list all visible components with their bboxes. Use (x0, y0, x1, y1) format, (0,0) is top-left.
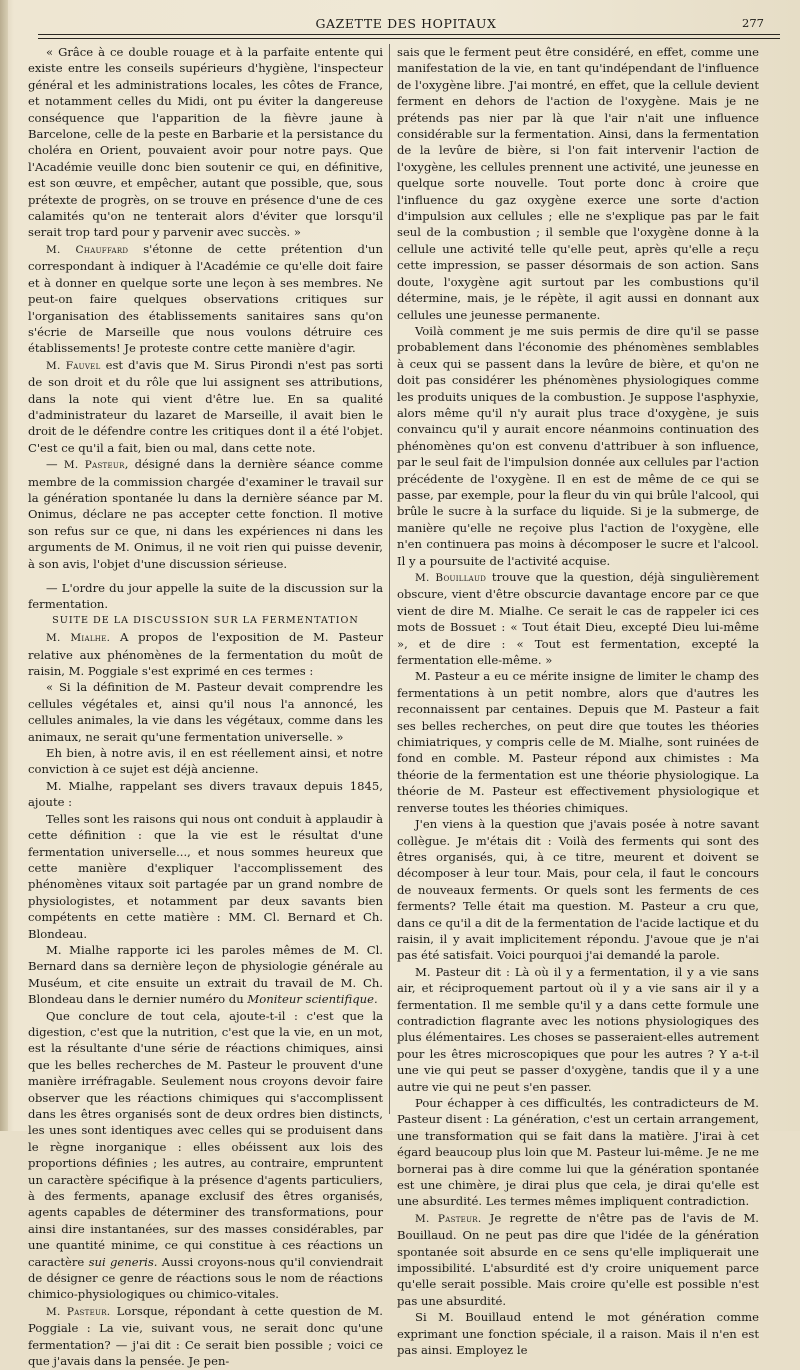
speaker-name: M. Pasteur. (415, 1212, 482, 1225)
paragraph: M. Bouillaud trouve que la question, déjà singulièrement obscure, vient d'être obscurcie davantage encore par ce que vient de dire M. Mialhe. Ce serait le cas de rappeler ici ces mots de Bossuet : « Tout était Dieu, excepté Dieu lui-même », et de dire : « Tout est fermentation, excepté la fermentation elle-même. » (397, 570, 759, 668)
paragraph: Que conclure de tout cela, ajoute-t-il : c'est que la digestion, c'est que la nutrition, c'est que la vie, en un mot, est la résultante d'une série de réactions chimiques, ainsi que les belles recherches de M. Pasteur le prouvent d'une manière irréfragable. Seulement nous croyons devoir faire observer que les réactions chimiques qui s'accomplissent dans les êtres organisés sont de deux ordres bien distincts, les unes sont identiques avec celles qui se produisent dans le règne inorganique : elles obéissent aux lois des proportions définies ; les autres, au contraire, empruntent un caractère spécifique à la présence d'agents particuliers, à des ferments, apanage exclusif des êtres organisés, agents capables de déterminer des transformations, pour ainsi dire instantanées, sur des masses considérables, par une quantité minime, ce qui constitue à ces réactions un caractère sui generis. Aussi croyons-nous qu'il conviendrait de désigner ce genre de réactions sous le nom de réactions chimico-physiologiques ou chimico-vitales. (28, 1008, 384, 1302)
latin-term: sui generis. (88, 1254, 158, 1269)
section-heading: SUITE DE LA DISCUSSION SUR LA FERMENTATION (52, 614, 359, 626)
paragraph: sais que le ferment peut être considéré, en effet, comme une manifestation de la vie, en tant qu'indépendant de l'influence de l'oxygène libre. J'ai montré, en effet, que la cellule devient ferment en dehors de l'action de l'oxygène. Mais je ne prétends pas nier par là que l'air n'ait une influence considérable sur la fermentation. Ainsi, dans la fermentation de la levûre de bière, si l'on fait intervenir l'action de l'oxygène, les cellules prennent une activité, une jeunesse en quelque sorte nouvelle. Tout porte donc à croire que l'influence du gaz oxygène exerce une sorte d'action d'impulsion aux cellules ; elle ne s'explique pas par le fait seul de la combustion ; il semble que l'oxygène donne à la cellule une activité telle qu'elle peut, après qu'elle a reçu cette impression, se passer désormais de son action. Sans doute, l'oxygène agit surtout par les combustions qu'il détermine, mais, je le répète, il agit aussi en donnant aux cellules une jeunesse permanente. (397, 45, 759, 322)
paragraph: M. Pasteur a eu ce mérite insigne de limiter le champ des fermentations à un petit nombre, alors que d'autres les reconnaissent par centaines. Depuis que M. Pasteur a fait ses belles recherches, on peut dire que toutes les théories chimiatriques, y compris celle de M. Mialhe, sont ruinées de fond en comble. M. Pasteur répond aux chimistes : Ma théorie de la fermentation est une théorie physiologique. La théorie de M. Pasteur est effectivement physiologique et renverse toutes les théories chimiques. (397, 669, 759, 815)
paragraph: « Grâce à ce double rouage et à la parfaite entente qui existe entre les conseils supérieurs d'hygiène, l'inspecteur général et les administrations locales, les côtes de France, et notamment celles du Midi, ont pu éviter la dangereuse conséquence que l'apparition de la fièvre jaune à Barcelone, celle de la peste en Barbarie et la persistance du choléra en Orient, pouvaient avoir pour notre pays. Que l'Académie veuille donc bien soutenir ce qui, en définitive, est son œuvre, et empêcher, autant que possible, que, sous prétexte de progrès, on se trouve en présence d'une de ces calamités qu'on ne tenterait alors d'éviter que lorsqu'il serait trop tard pour y parvenir avec succès. » (28, 45, 383, 240)
column-divider (389, 44, 390, 1114)
journal-title: GAZETTE DES HOPITAUX (315, 16, 497, 31)
paragraph: M. Chauffard s'étonne de cette prétention d'un correspondant à indiquer à l'Académie ce qu'elle doit faire et à donner en quelque sorte une leçon à ses membres. Ne peut-on faire quelques observations critiques sur l'organisation des établissements sanitaires sans qu'on s'écrie de Marseille que nous voulons détruire ces établissements! Je proteste contre cette manière d'agir. (28, 241, 383, 356)
journal-reference: Moniteur scientifique. (247, 992, 378, 1007)
paragraph: M. Mialhe rapporte ici les paroles mêmes de M. Cl. Bernard dans sa dernière leçon de physiologie générale au Muséum, et cite ensuite un extrait du travail de M. Ch. Blondeau dans le dernier numéro du Moniteur scientifique. (28, 942, 383, 1007)
speaker-name: M. Fauvel (46, 359, 101, 372)
page-number: 277 (742, 16, 764, 30)
paragraph: Si M. Bouillaud entend le mot génération comme exprimant une fonction spéciale, il a raison. Mais il n'en est pas ainsi. Employez le (397, 1310, 759, 1358)
paragraph: M. Pasteur. Lorsque, répondant à cette question de M. Poggiale : La vie, suivant vous, ne serait donc qu'une fermentation? — j'ai dit : Ce serait bien possible ; voici ce que j'avais dans la pensée. Je pen- (28, 1303, 383, 1369)
speaker-name: M. Chauffard (46, 243, 129, 256)
right-column (397, 44, 759, 1358)
paragraph: M. Pasteur dit : Là où il y a fermentation, il y a vie sans air, et réciproquement partout où il y a vie sans air il y a fermentation. Il me semble qu'il y a dans cette formule une contradiction flagrante avec les notions physiologiques des plus élémentaires. Les choses se passeraient-elles autrement pour les êtres microscopiques que pour les autres ? Y a-t-il une vie qui peut se passer d'oxygène, tandis que il y a une autre vie qui ne peut s'en passer. (397, 964, 759, 1094)
paragraph: — L'ordre du jour appelle la suite de la discussion sur la fermentation. (28, 581, 383, 612)
page-binding-edge (0, 0, 8, 1131)
speaker-name: M. Pasteur. (46, 1305, 111, 1318)
paragraph: — M. Pasteur, désigné dans la dernière séance comme membre de la commission chargée d'examiner le travail sur la génération spontanée lu dans la dernière séance par M. Onimus, déclare ne pas accepter cette fonction. Il motive son refus sur ce que, ni dans les expériences ni dans les arguments de M. Onimus, il ne voit rien qui puisse devenir, à son avis, l'objet d'une discussion sérieuse. (28, 457, 383, 571)
speaker-name: M. Pasteur (63, 459, 125, 472)
paragraph: Telles sont les raisons qui nous ont conduit à applaudir à cette définition : que la vie est le résultat d'une fermentation universelle..., et nous sommes heureux que cette manière d'expliquer l'accomplissement des phénomènes vitaux soit partagée par un grand nombre de physiologistes, et notamment par deux savants bien compétents en cette matière : MM. Cl. Bernard et Ch. Blondeau. (28, 811, 383, 941)
paragraph: J'en viens à la question que j'avais posée à notre savant collègue. Je m'étais dit : Voilà des ferments qui sont des êtres organisés, qui, à ce titre, meurent et doivent se décomposer à leur tour. Mais, pour cela, il faut le concours de nouveaux ferments. Or quels sont les ferments de ces ferments? Telle était ma question. M. Pasteur a cru que, dans ce qu'il a dit de la fermentation de l'acide lactique et du raisin, il y avait implicitement répondu. J'avoue que je n'ai pas été satisfait. Voici pourquoi j'ai demandé la parole. (397, 817, 759, 963)
paragraph: M. Fauvel est d'avis que M. Sirus Pirondi n'est pas sorti de son droit et du rôle que lui assignent ses attributions, dans la note qui vient d'être lue. En sa qualité d'administrateur du lazaret de Marseille, il avait bien le droit de le défendre contre les critiques dont il a été l'objet. C'est ce qu'il a fait, bien ou mal, dans cette note. (28, 357, 383, 455)
speaker-name: M. Bouillaud (415, 572, 487, 584)
paragraph: M. Pasteur. Je regrette de n'être pas de l'avis de M. Bouillaud. On ne peut pas dire que l'idée de la génération spontanée soit absurde en ce sens qu'elle impliquerait une impossibilité. L'absurdité est d'y croire uniquement parce qu'elle serait possible. Mais croire qu'elle est possible n'est pas une absurdité. (397, 1210, 759, 1308)
paragraph: Pour échapper à ces difficultés, les contradicteurs de M. Pasteur disent : La génération, c'est un certain arrangement, une transformation qui se fait dans la matière. J'irai à cet égard beaucoup plus loin que M. Pasteur lui-même. Je ne me bornerai pas à dire comme lui que la génération spontanée est une chimère, je dirai plus que cela, je dirai qu'elle est une absurdité. Les termes mêmes impliquent contradiction. (397, 1096, 759, 1209)
page-header (34, 12, 778, 34)
header-rule (38, 34, 780, 39)
paragraph: Eh bien, à notre avis, il en est réellement ainsi, et notre conviction à ce sujet est déjà ancienne. (28, 746, 383, 777)
left-column (28, 44, 384, 1369)
speaker-name: M. Mialhe. (46, 632, 111, 645)
paragraph: Voilà comment je me suis permis de dire qu'il se passe probablement dans l'économie des phénomènes semblables à ceux qui se passent dans la levûre de bière, et qu'on ne doit pas considérer les phénomènes physiologiques comme les produits uniques de la combustion. Je suppose l'asphyxie, alors même qu'il n'y aurait plus trace d'oxygène, je suis convaincu qu'il y aurait encore néanmoins continuation des phénomènes qu'on est convenu d'attribuer à son influence, par le seul fait de l'impulsion donnée aux cellules par l'action précédente de l'oxygène. Il en est de même de ce qui se passe, par exemple, pour la fleur du vin qui brûle l'alcool, qui brûle le sucre à la surface du liquide. Si je la submerge, de manière qu'elle ne reçoive plus l'action de l'oxygène, elle n'en continuera pas moins à décomposer le sucre et l'alcool. Il y a poursuite de l'activité acquise. (397, 323, 759, 568)
paragraph: « Si la définition de M. Pasteur devait comprendre les cellules végétales et, ainsi qu'il nous l'a annoncé, les cellules animales, la vie dans les végétaux, comme dans les animaux, ne serait qu'une fermentation universelle. » (28, 680, 383, 744)
paragraph: M. Mialhe, rappelant ses divers travaux depuis 1845, ajoute : (28, 778, 383, 810)
paragraph: M. Mialhe. A propos de l'exposition de M. Pasteur relative aux phénomènes de la fermentation du moût de raisin, M. Poggiale s'est exprimé en ces termes : (28, 630, 383, 679)
